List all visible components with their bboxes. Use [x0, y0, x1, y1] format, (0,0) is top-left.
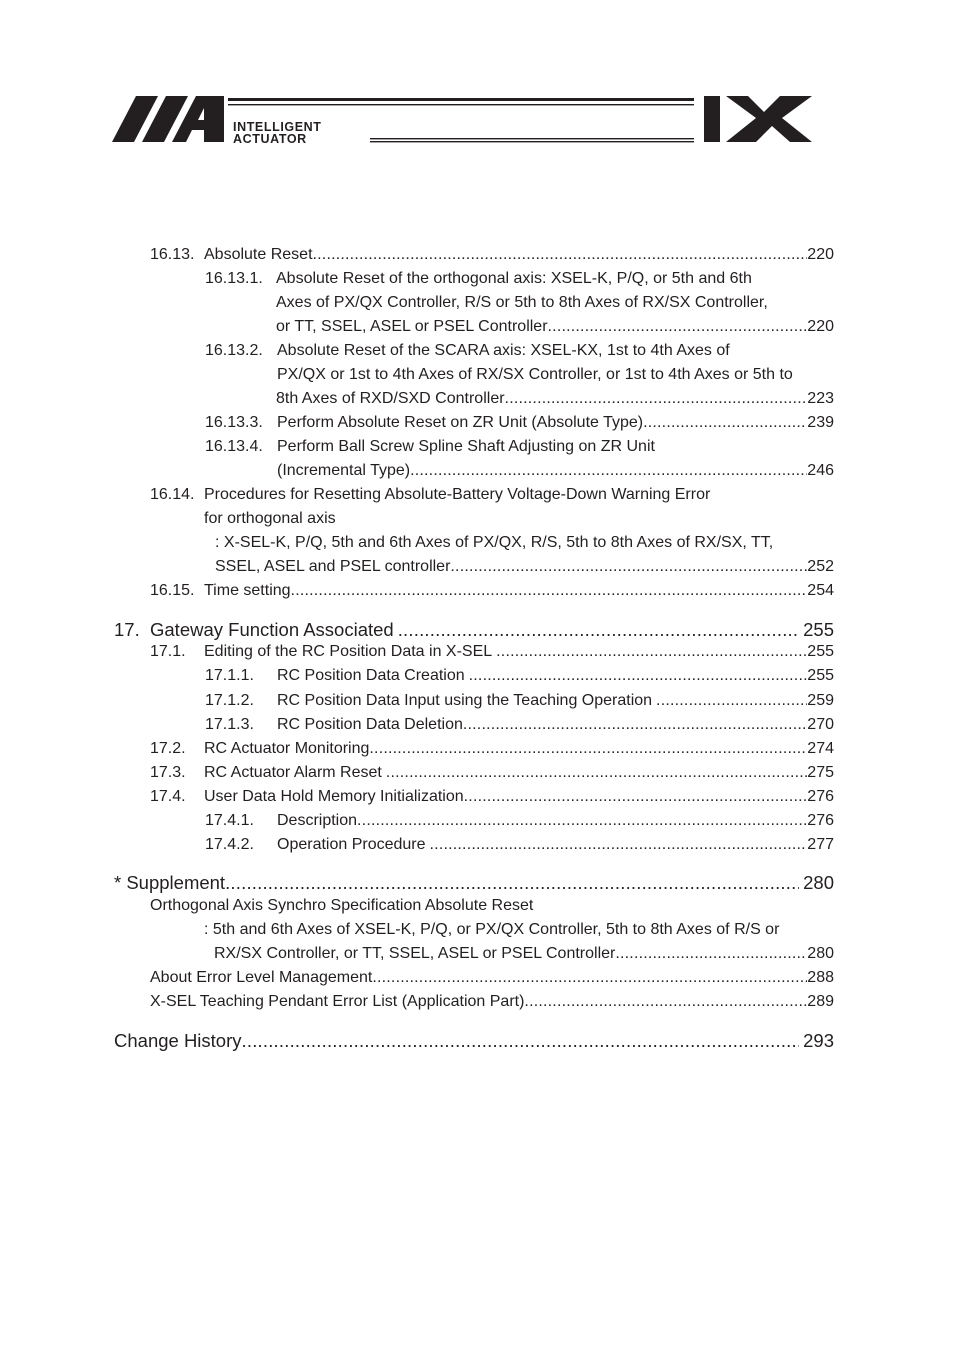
page-number: 280 — [807, 945, 834, 962]
section-number: 17.4.2. — [205, 836, 254, 853]
toc-supplement-2[interactable] — [150, 968, 834, 988]
dot-leader — [398, 619, 799, 641]
toc-supplement[interactable] — [114, 872, 834, 894]
page-number: 293 — [803, 1030, 834, 1051]
section-number: 17.4. — [150, 788, 186, 805]
section-title: RC Position Data Input using the Teaching Operation — [277, 692, 653, 709]
page-number: 289 — [807, 993, 834, 1010]
toc-supplement-1-line2[interactable]: : 5th and 6th Axes of XSEL-K, P/Q, or PX/QX Controller, 5th to 8th Axes of R/S or — [204, 921, 780, 938]
toc-entry-16-13-2-number: 16.13.2. — [205, 342, 263, 359]
page-number: 254 — [807, 582, 834, 599]
page-number: 255 — [807, 643, 834, 660]
chapter-title: Gateway Function Associated — [150, 619, 394, 640]
chapter-title: * Supplement — [114, 872, 226, 893]
page-number: 259 — [807, 692, 834, 709]
page-number: 252 — [807, 558, 834, 575]
dot-leader — [463, 715, 807, 735]
dot-leader — [505, 389, 808, 409]
dot-leader — [225, 872, 799, 894]
toc-chapter-17[interactable] — [114, 619, 834, 641]
section-title: or TT, SSEL, ASEL or PSEL Controller — [276, 318, 548, 335]
section-number: 16.15. — [150, 582, 195, 599]
section-title: Editing of the RC Position Data in X-SEL — [204, 643, 493, 660]
dot-leader — [357, 811, 807, 831]
toc-entry-17-1-2[interactable] — [205, 691, 834, 711]
section-number: 17.3. — [150, 764, 186, 781]
toc-entry-16-13-1-line2[interactable]: Axes of PX/QX Controller, R/S or 5th to 8th Axes of RX/SX Controller, — [276, 294, 768, 311]
dot-leader — [524, 992, 807, 1012]
section-number: 17.1. — [150, 643, 186, 660]
dot-leader — [386, 763, 807, 783]
chapter-number: 17. — [114, 619, 140, 640]
dot-leader — [469, 666, 808, 686]
page-number: 276 — [807, 788, 834, 805]
section-title: (Incremental Type) — [277, 462, 411, 479]
section-title: About Error Level Management — [150, 969, 373, 986]
dot-leader — [548, 317, 808, 337]
toc-entry-17-1[interactable] — [150, 642, 834, 662]
dot-leader — [410, 461, 807, 481]
toc-supplement-3[interactable] — [150, 992, 834, 1012]
page-number: 255 — [803, 619, 834, 640]
section-title: RC Actuator Alarm Reset — [204, 764, 382, 781]
toc-entry-17-4[interactable] — [150, 787, 834, 807]
section-number: 17.1.3. — [205, 716, 254, 733]
section-number: 16.13.3. — [205, 414, 263, 431]
dot-leader — [450, 557, 807, 577]
section-title: X-SEL Teaching Pendant Error List (Application Part) — [150, 993, 525, 1010]
toc-entry-16-14-line3[interactable]: : X-SEL-K, P/Q, 5th and 6th Axes of PX/QX, R/S, 5th to 8th Axes of RX/SX, TT, — [215, 534, 774, 551]
section-title: RC Position Data Deletion — [277, 716, 463, 733]
logo-text-intelligent: INTELLIGENT — [233, 120, 322, 134]
toc-entry-16-13-1-line3[interactable] — [276, 317, 834, 337]
section-title: Description — [277, 812, 358, 829]
page-number: 280 — [803, 872, 834, 893]
dot-leader — [615, 944, 807, 964]
section-title: Time setting — [204, 582, 291, 599]
toc-entry-16-13-3[interactable] — [205, 413, 834, 433]
dot-leader — [313, 245, 808, 265]
toc-entry-17-3[interactable] — [150, 763, 834, 783]
page-number: 223 — [807, 390, 834, 407]
toc-entry-17-1-3[interactable] — [205, 715, 834, 735]
section-number: 17.1.2. — [205, 692, 254, 709]
section-title: RC Actuator Monitoring — [204, 740, 370, 757]
toc-supplement-1-line1[interactable]: Orthogonal Axis Synchro Specification Absolute Reset — [150, 897, 534, 914]
section-title: User Data Hold Memory Initialization — [204, 788, 464, 805]
page-number: 288 — [807, 969, 834, 986]
section-number: 17.1.1. — [205, 667, 254, 684]
toc-entry-17-2[interactable] — [150, 739, 834, 759]
section-title: Perform Absolute Reset on ZR Unit (Absolute Type) — [277, 414, 644, 431]
dot-leader — [372, 968, 807, 988]
section-title: Operation Procedure — [277, 836, 426, 853]
toc-entry-16-13-1-line1[interactable]: Absolute Reset of the orthogonal axis: XSEL-K, P/Q, or 5th and 6th — [276, 270, 752, 287]
section-title: RC Position Data Creation — [277, 667, 465, 684]
toc-entry-16-13-1-number: 16.13.1. — [205, 270, 263, 287]
page-number: 277 — [807, 836, 834, 853]
page-number: 246 — [807, 462, 834, 479]
toc-entry-17-1-1[interactable] — [205, 666, 834, 686]
page-number: 275 — [807, 764, 834, 781]
section-title: Absolute Reset — [204, 246, 313, 263]
toc-entry-16-14-number: 16.14. — [150, 486, 195, 503]
toc-entry-16-13-2-line2[interactable]: PX/QX or 1st to 4th Axes of RX/SX Controller, or 1st to 4th Axes or 5th to — [277, 366, 793, 383]
section-title: SSEL, ASEL and PSEL controller — [215, 558, 451, 575]
section-title: 8th Axes of RXD/SXD Controller — [276, 390, 505, 407]
toc-entry-16-15[interactable] — [150, 581, 834, 601]
toc-entry-17-4-2[interactable] — [205, 835, 834, 855]
toc-entry-16-14-line4[interactable] — [215, 557, 834, 577]
section-number: 17.4.1. — [205, 812, 254, 829]
logo-text-actuator: ACTUATOR — [233, 132, 307, 146]
chapter-title: Change History — [114, 1030, 242, 1051]
toc-entry-16-13[interactable] — [150, 245, 834, 265]
dot-leader — [242, 1030, 800, 1052]
section-number: 17.2. — [150, 740, 186, 757]
dot-leader — [656, 691, 807, 711]
page-number: 274 — [807, 740, 834, 757]
dot-leader — [430, 835, 808, 855]
toc-entry-16-13-4-line1[interactable]: Perform Ball Screw Spline Shaft Adjusting on ZR Unit — [277, 438, 655, 455]
dot-leader — [369, 739, 807, 759]
toc-entry-16-13-2-line1[interactable]: Absolute Reset of the SCARA axis: XSEL-KX, 1st to 4th Axes of — [277, 342, 730, 359]
toc-supplement-1-line3[interactable] — [214, 944, 834, 964]
toc-entry-16-13-4-line2[interactable] — [277, 461, 834, 481]
toc-entry-16-13-2-line3[interactable] — [276, 389, 834, 409]
dot-leader — [496, 642, 807, 662]
section-title: RX/SX Controller, or TT, SSEL, ASEL or PSEL Controller — [214, 945, 616, 962]
dot-leader — [291, 581, 808, 601]
page-number: 220 — [807, 318, 834, 335]
toc-change-history[interactable] — [114, 1030, 834, 1052]
toc-entry-16-14-line1[interactable]: Procedures for Resetting Absolute-Battery Voltage-Down Warning Error — [204, 486, 711, 503]
page-number: 255 — [807, 667, 834, 684]
page-number: 220 — [807, 246, 834, 263]
page-number: 239 — [807, 414, 834, 431]
section-number: 16.13. — [150, 246, 195, 263]
dot-leader — [464, 787, 808, 807]
page-number: 276 — [807, 812, 834, 829]
dot-leader — [643, 413, 807, 433]
toc-entry-16-14-line2[interactable]: for orthogonal axis — [204, 510, 336, 527]
page-number: 270 — [807, 716, 834, 733]
toc-entry-17-4-1[interactable] — [205, 811, 834, 831]
toc-entry-16-13-4-number: 16.13.4. — [205, 438, 263, 455]
